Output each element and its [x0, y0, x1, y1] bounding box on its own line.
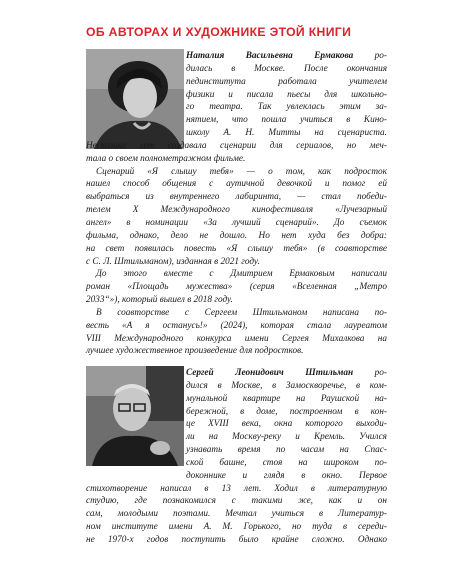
- section-heading: ОБ АВТОРАХ И ХУДОЖНИКЕ ЭТОЙ КНИГИ: [86, 25, 352, 39]
- author-name: Сергей Леонидович Штильман: [186, 368, 354, 378]
- author-name: Наталия Васильевна Ермакова: [186, 51, 354, 61]
- author-intro: ро-: [353, 51, 387, 61]
- author-bio-shtilman: Сергей Леонидович Штильман ро- дился в Москве, в Замоскворечье, в ком- мунальной квартире на Раушской на- бережной, в доме, построенном в кон- це XVIII века, окна которого выходи- ли на Москву-реку и Кремль. Учился узнавать время по часам на Спас- ской башне, стоя на широком по- доконнике и глядя в окно. Первое стихотворение написал в 13 лет. Ходил в литературную студию, где познакомился с такими же, как и он сам, молодыми поэтами. Мечтал учиться в Литератур- ном институте имени А. М. Горького, но туда в середи- не 1970-х годов поступить было крайне сложно. Однако: [86, 368, 387, 545]
- author-bio-ermakova: Наталия Васильевна Ермакова ро- дилась в Москве. После окончания пединститута работала учителем физики и писала пьесы для школьно- го театра. Так увлеклась этим за- нятием, что пошла учиться в Кино- школу А. Н. Митты на сценариста. Несколько лет создавала сценарии для сериалов, но меч- тала о своем полнометражном фильме. Сценарий «Я слышу тебя» — о том, как подросток нашел способ общения с аутичной девочкой и помог ей выбраться из внутреннего лабиринта, — стал победи- телем X Международного кинофестиваля «Лучезарный ангел» в номинации «За лучший сценарий». До съемок фильма, однако, дело не дошло. Но нет худа без добра: на свет появилась повесть «Я слышу тебя» (в соавторстве с С. Л. Штильманом), изданная в 2021 году. До этого вместе с Дмитрием Ермаковым написали роман «Площадь мужества» (серия «Вселенная „Метро 2033“»), который вышел в 2018 году. В соавторстве с Сергеем Штильманом написана по- весть «А я останусь!» (2024), которая стала лауреатом VIII Международного конкурса имени Сергея Михалкова на лучшее художественное произведение для подростков.: [86, 51, 387, 357]
- author-intro: ро-: [353, 368, 387, 378]
